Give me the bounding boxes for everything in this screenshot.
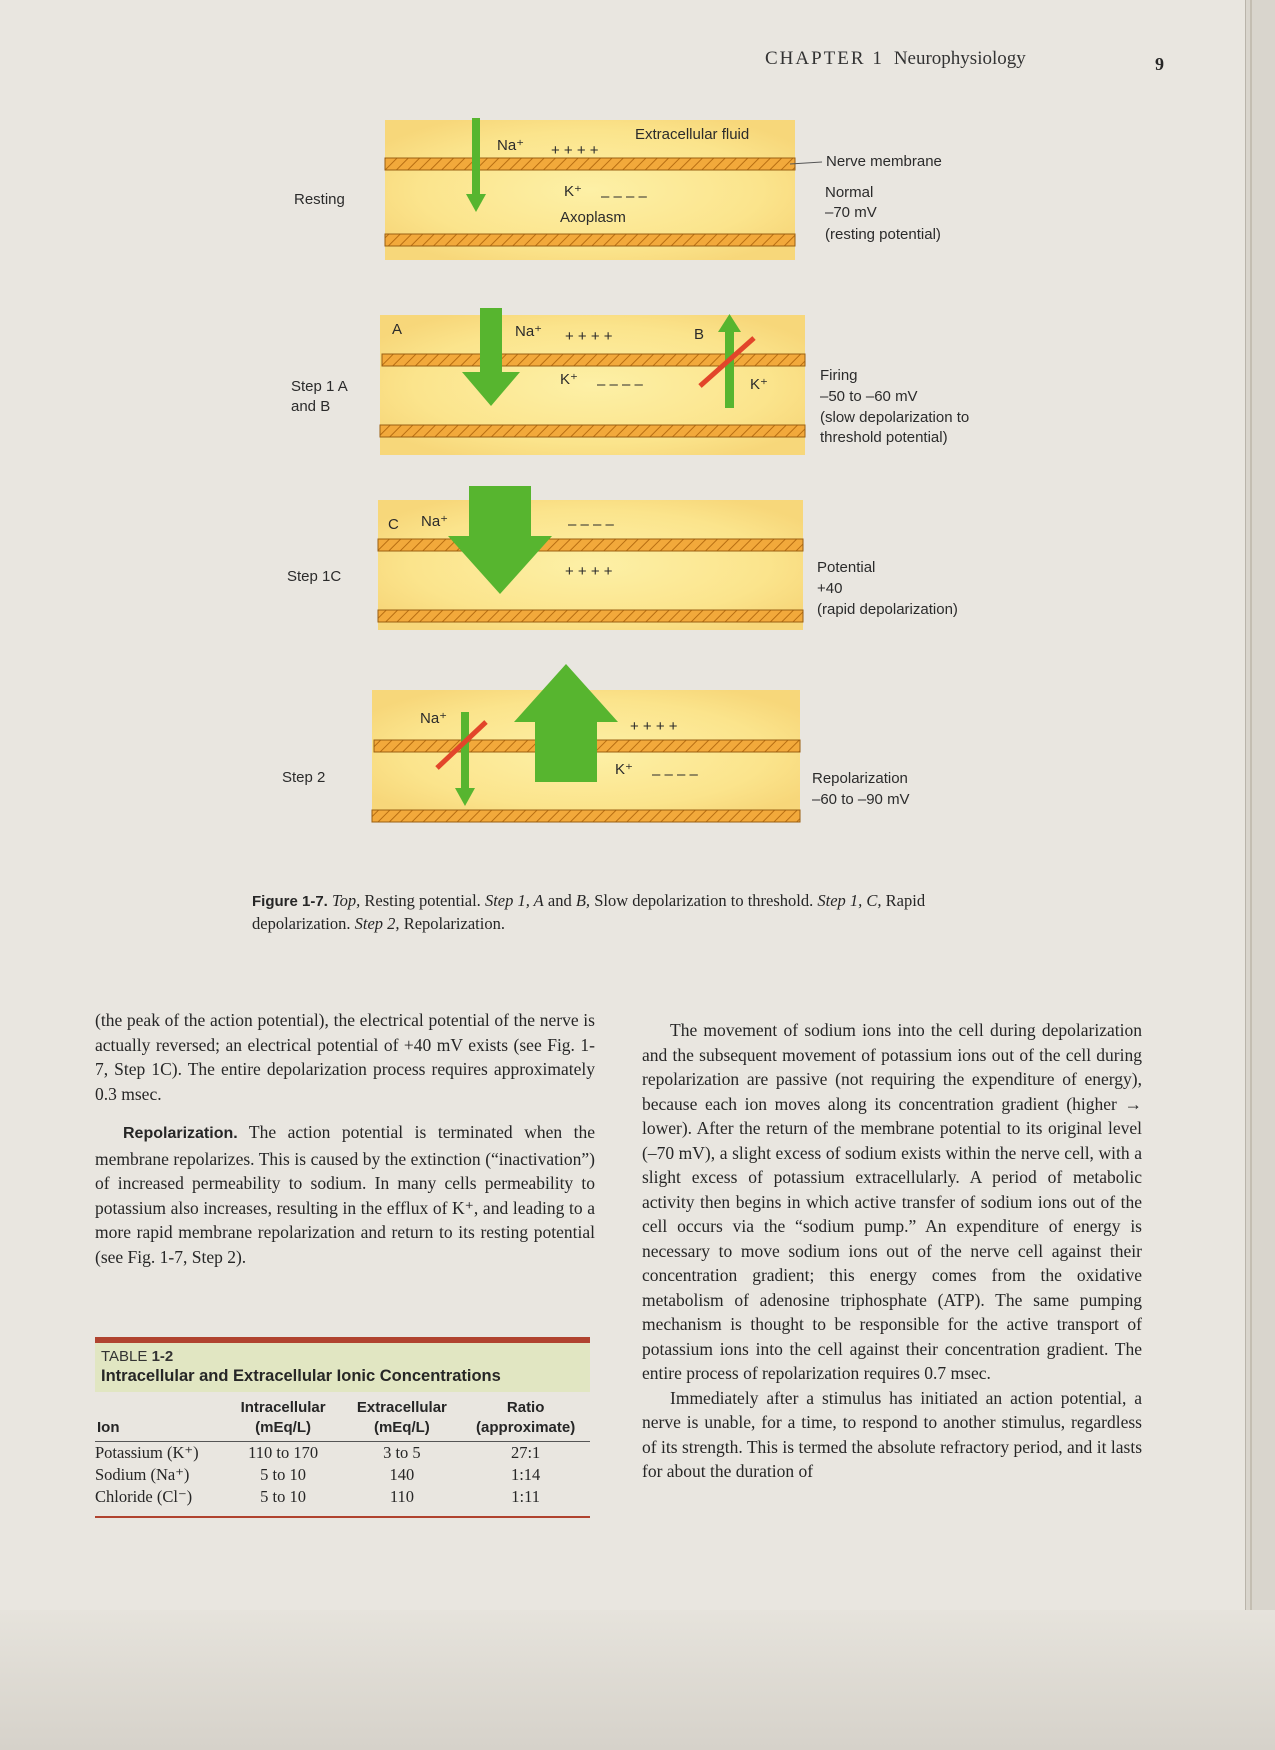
step-label-1c: Step 1C	[287, 568, 342, 585]
k-label: K⁺	[564, 183, 582, 200]
k-label: K⁺	[560, 371, 578, 388]
ionic-concentrations-table	[95, 1398, 590, 1508]
page-number: 9	[1155, 54, 1164, 74]
desc-line: –60 to –90 mV	[812, 791, 910, 808]
desc-line: Potential	[817, 559, 876, 576]
caption-part: Step 1, A	[484, 891, 544, 910]
desc-line: –50 to –60 mV	[820, 388, 918, 405]
step-label-resting: Resting	[294, 191, 345, 208]
bottom-shadow	[0, 1610, 1275, 1750]
paragraph: Immediately after a stimulus has initiated an action potential, a nerve is unable, for a time, to respond to another stimulus, regardless of its strength. This is termed the absolute refractory period, and it lasts for about the duration of	[642, 1387, 1142, 1481]
table-bottom-rule	[95, 1516, 590, 1518]
table-1-2	[95, 1337, 590, 1518]
marker-b: B	[694, 326, 705, 343]
caption-part: and	[543, 891, 576, 910]
desc-line: Normal	[825, 184, 874, 201]
desc-line: +40	[817, 580, 843, 597]
table-row	[95, 1486, 590, 1508]
k-label: K⁺	[615, 761, 633, 778]
table-cell: Chloride (Cl⁻)	[95, 1487, 193, 1506]
table-row	[95, 1464, 590, 1486]
minus-charges: – – – –	[601, 188, 647, 205]
na-label: Na⁺	[497, 137, 525, 154]
table-title: Intracellular and Extracellular Ionic Concentrations	[101, 1367, 501, 1385]
table-number	[101, 1348, 584, 1365]
step-label-1ab: Step 1 A	[291, 378, 348, 395]
panel-step2	[372, 664, 800, 822]
na-label: Na⁺	[515, 323, 543, 340]
panel-step1c	[378, 486, 803, 630]
membrane-bottom	[378, 610, 803, 622]
table-label: TABLE	[101, 1348, 148, 1365]
membrane-bottom	[385, 234, 795, 246]
table-cell: 110 to 170	[248, 1443, 319, 1462]
paragraph: (the peak of the action potential), the electrical potential of the nerve is actually reversed; an electrical potential of +40 mV exists (see Fig. 1-7, Step 1C). The entire depolarization process requires approximately 0.3 msec.	[95, 1010, 595, 1104]
table-cell: 5 to 10	[260, 1487, 306, 1506]
table-cell: Sodium (Na⁺)	[95, 1465, 190, 1484]
table-row	[95, 1442, 590, 1465]
desc-line: (resting potential)	[825, 226, 941, 243]
minus-charges: – – – –	[597, 376, 643, 393]
table-number-value: 1-2	[151, 1348, 174, 1365]
na-label: Na⁺	[420, 710, 448, 727]
table-cell: 27:1	[510, 1443, 541, 1462]
run-in-heading: Repolarization.	[123, 1125, 238, 1142]
caption-part: B,	[575, 891, 591, 910]
desc-line: (slow depolarization to	[820, 409, 970, 426]
extracellular-label: Extracellular fluid	[635, 126, 750, 143]
axoplasm-label: Axoplasm	[560, 209, 626, 226]
minus-charges: – – – –	[568, 516, 614, 533]
caption-part: Top,	[331, 891, 361, 910]
caption-part: Repolarization.	[399, 914, 505, 933]
na-label: Na⁺	[421, 513, 449, 530]
membrane-top	[378, 539, 803, 551]
left-column	[95, 1008, 595, 1269]
k-label: K⁺	[750, 376, 768, 393]
step-label-2: Step 2	[282, 769, 326, 786]
step-label-1ab-cont: and B	[291, 398, 331, 415]
table-cell: Potassium (K⁺)	[95, 1443, 199, 1462]
paragraph-text: The action potential is terminated when the membrane repolarizes. This is caused by the extinction (“inactivation”) of increased permeability to sodium. In many cells permeability to potassium also increases, resulting in the efflux of K⁺, and leading to a more rapid membrane repolarization and return to its resting potential (see Fig. 1-7, Step 2).	[95, 1122, 595, 1267]
paragraph: The movement of sodium ions into the cell during depolarization and the subsequent movement of potassium ions out of the cell during repolarization are passive (not requiring the expenditure of energy), because each ion moves along its concentration gradient (higher → lower). After the return of the membrane potential to its original level (–70 mV), a slight excess of sodium exists within the nerve cell, with a slight excess of potassium extracellularly. A period of metabolic activity then begins in which active transfer of sodium ions out of the cell occurs via the “sodium pump.” An expenditure of energy is necessary to move sodium ions out of the nerve cell against their concentration gradient; this energy comes from the oxidative metabolism of adenosine triphosphate (ATP). The same pumping mechanism is thought to be responsible for the active transport of potassium ions into the cell against their concentration gradient. The entire process of repolarization requires 0.7 msec.	[642, 1020, 1142, 1383]
marker-c: C	[388, 516, 399, 533]
desc-line: –70 mV	[825, 204, 877, 221]
membrane-bottom	[380, 425, 805, 437]
table-cell: 1:11	[511, 1487, 540, 1506]
desc-line: Repolarization	[812, 770, 908, 787]
right-column	[642, 1018, 1142, 1484]
caption-part: Resting potential.	[360, 891, 485, 910]
caption-part: Step 1, C,	[817, 891, 882, 910]
marker-a: A	[392, 321, 403, 338]
caption-part: Step 2,	[354, 914, 400, 933]
plus-charges: + + + +	[565, 328, 613, 345]
table-cell: 110	[389, 1487, 414, 1506]
paragraph-repolarization	[95, 1120, 595, 1269]
figure-number: Figure 1-7.	[252, 893, 328, 910]
chapter-title: Neurophysiology	[893, 48, 1026, 69]
caption-part: Slow depolarization to threshold.	[590, 891, 818, 910]
nerve-membrane-label: Nerve membrane	[826, 153, 942, 170]
plus-charges: + + + +	[565, 563, 613, 580]
caption-part: Rapid depolarization.	[252, 891, 926, 933]
membrane-top	[382, 354, 805, 366]
desc-line: threshold potential)	[820, 429, 948, 446]
table-cell: 3 to 5	[383, 1443, 421, 1462]
table-cell: 140	[389, 1465, 415, 1484]
table-header-box	[95, 1343, 590, 1392]
figure-caption	[252, 890, 997, 935]
desc-line: Firing	[820, 367, 858, 384]
table-header-row	[95, 1398, 590, 1442]
table-cell: 5 to 10	[260, 1465, 306, 1484]
plus-charges: + + + +	[551, 142, 599, 159]
column-header: Extracellular (mEq/L)	[342, 1398, 461, 1442]
plus-charges: + + + +	[630, 718, 678, 735]
chapter-label: CHAPTER 1	[765, 48, 884, 69]
column-header: Ratio (approximate)	[461, 1398, 590, 1442]
column-header: Ion	[95, 1398, 224, 1442]
column-header: Intracellular (mEq/L)	[224, 1398, 343, 1442]
minus-charges: – – – –	[652, 766, 698, 783]
table-cell: 1:14	[510, 1465, 541, 1484]
desc-line: (rapid depolarization)	[817, 601, 958, 618]
membrane-bottom	[372, 810, 800, 822]
